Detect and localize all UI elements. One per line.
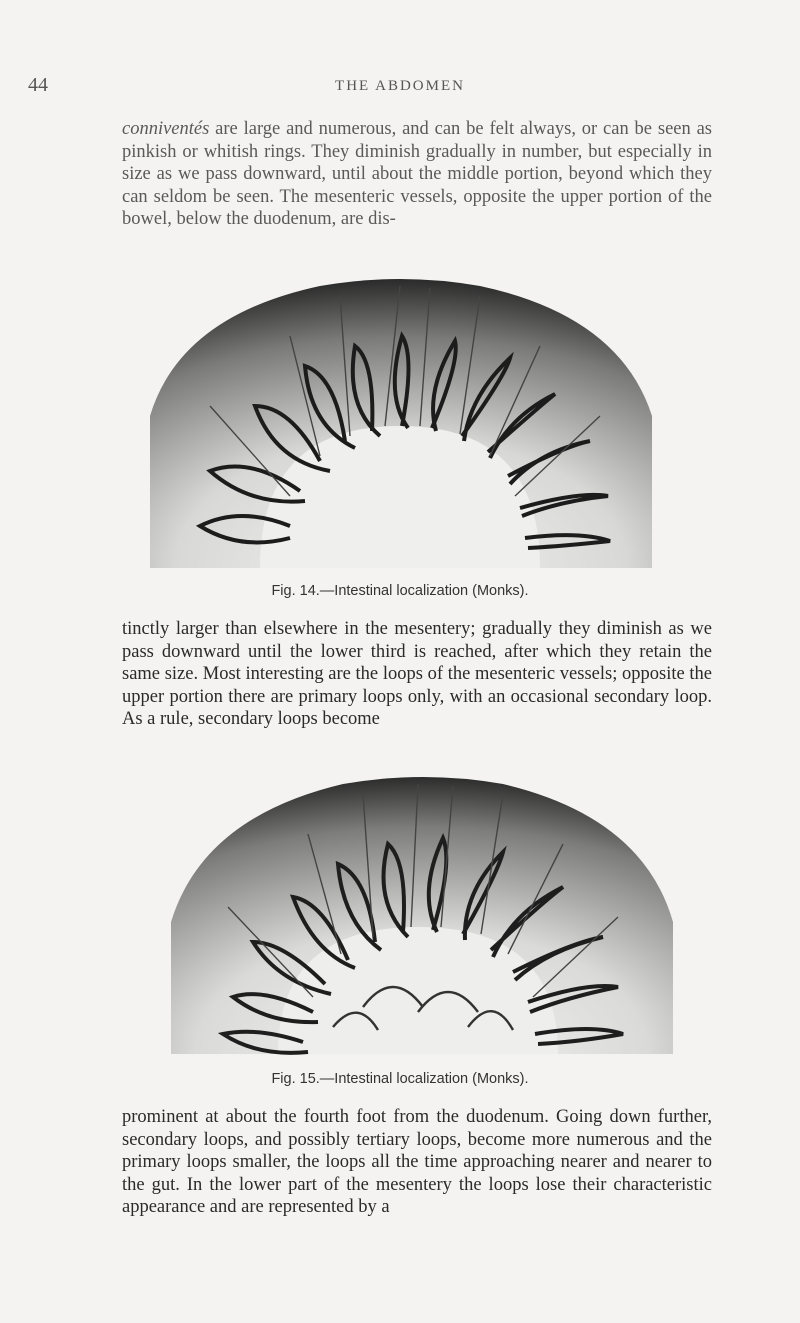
figure-15-caption: Fig. 15.—Intestinal localization (Monks). — [271, 1071, 529, 1087]
italic-term: conniventés — [122, 119, 210, 139]
paragraph-3: prominent at about the fourth foot from the duodenum. Going down further, secondary loops, and possibly tertiary loops, become more numerous and the primary loops smaller, the loops all the time approaching nearer and nearer to the gut. In the lower part of the mesentery the loops lose their characteristic appearance and are represented by a — [122, 1107, 712, 1217]
figure-14-caption: Fig. 14.—Intestinal localization (Monks). — [271, 583, 529, 599]
paragraph-1-text: are large and numerous, and can be felt always, or can be seen as pinkish or whitish rings. They diminish gradually in number, but especially in size as we pass downward, until about the middle portion, beyond which they can seldom be seen. The mesenteric vessels, opposite the upper portion of the bowel, below the duodenum, are dis- — [122, 119, 712, 229]
figure-15-illustration — [163, 772, 683, 1062]
page-header — [0, 74, 800, 100]
paragraph-1 — [122, 118, 712, 231]
figure-14-illustration — [140, 276, 660, 574]
page-number: 44 — [28, 74, 48, 96]
running-head: THE ABDOMEN — [335, 78, 465, 94]
paragraph-2: tinctly larger than elsewhere in the mesentery; gradually they diminish as we pass downward until the lower third is reached, after which they retain the same size. Most interesting are the loops of the mesenteric vessels; opposite the upper portion there are primary loops only, with an occasional secondary loop. As a rule, secondary loops become — [122, 619, 712, 729]
